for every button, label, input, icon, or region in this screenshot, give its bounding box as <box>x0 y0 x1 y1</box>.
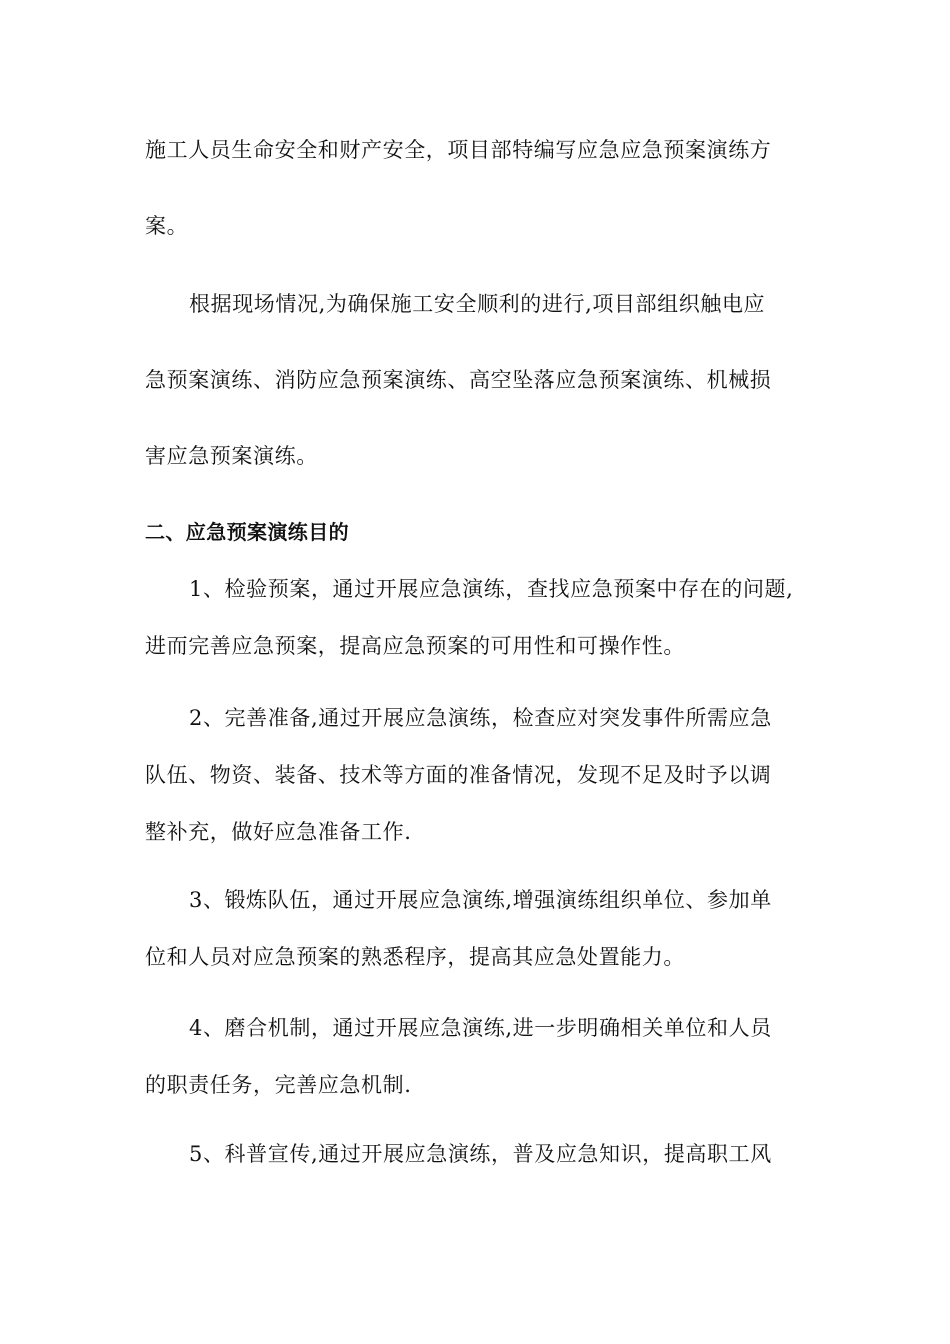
paragraph-1-line-1: 施工人员生命安全和财产安全，项目部特编写应急应急预案演练方 <box>145 138 772 162</box>
item-3-line-2: 位和人员对应急预案的熟悉程序，提高其应急处置能力。 <box>145 945 685 969</box>
paragraph-2-line-2: 急预案演练、消防应急预案演练、高空坠落应急预案演练、机械损 <box>145 368 772 392</box>
item-2-line-3: 整补充，做好应急准备工作. <box>145 820 412 844</box>
paragraph-1-line-2: 案。 <box>145 214 189 238</box>
section-heading: 二、应急预案演练目的 <box>145 520 349 544</box>
item-4-line-1: 4、磨合机制，通过开展应急演练,进一步明确相关单位和人员 <box>189 1016 772 1040</box>
item-2-line-2: 队伍、物资、装备、技术等方面的准备情况，发现不足及时予以调 <box>145 763 772 787</box>
item-2-line-1: 2、完善准备,通过开展应急演练，检查应对突发事件所需应急 <box>189 706 772 730</box>
item-4-line-2: 的职责任务，完善应急机制. <box>145 1073 412 1097</box>
paragraph-2-line-3: 害应急预案演练。 <box>145 444 318 468</box>
item-5-line-1: 5、科普宣传,通过开展应急演练，普及应急知识，提高职工风 <box>189 1142 772 1166</box>
item-3-line-1: 3、锻炼队伍，通过开展应急演练,增强演练组织单位、参加单 <box>189 888 772 912</box>
item-1-line-2: 进而完善应急预案，提高应急预案的可用性和可操作性。 <box>145 634 685 658</box>
item-1-line-1: 1、检验预案，通过开展应急演练，查找应急预案中存在的问题, <box>189 577 794 601</box>
paragraph-2-line-1: 根据现场情况,为确保施工安全顺利的进行,项目部组织触电应 <box>189 292 766 316</box>
